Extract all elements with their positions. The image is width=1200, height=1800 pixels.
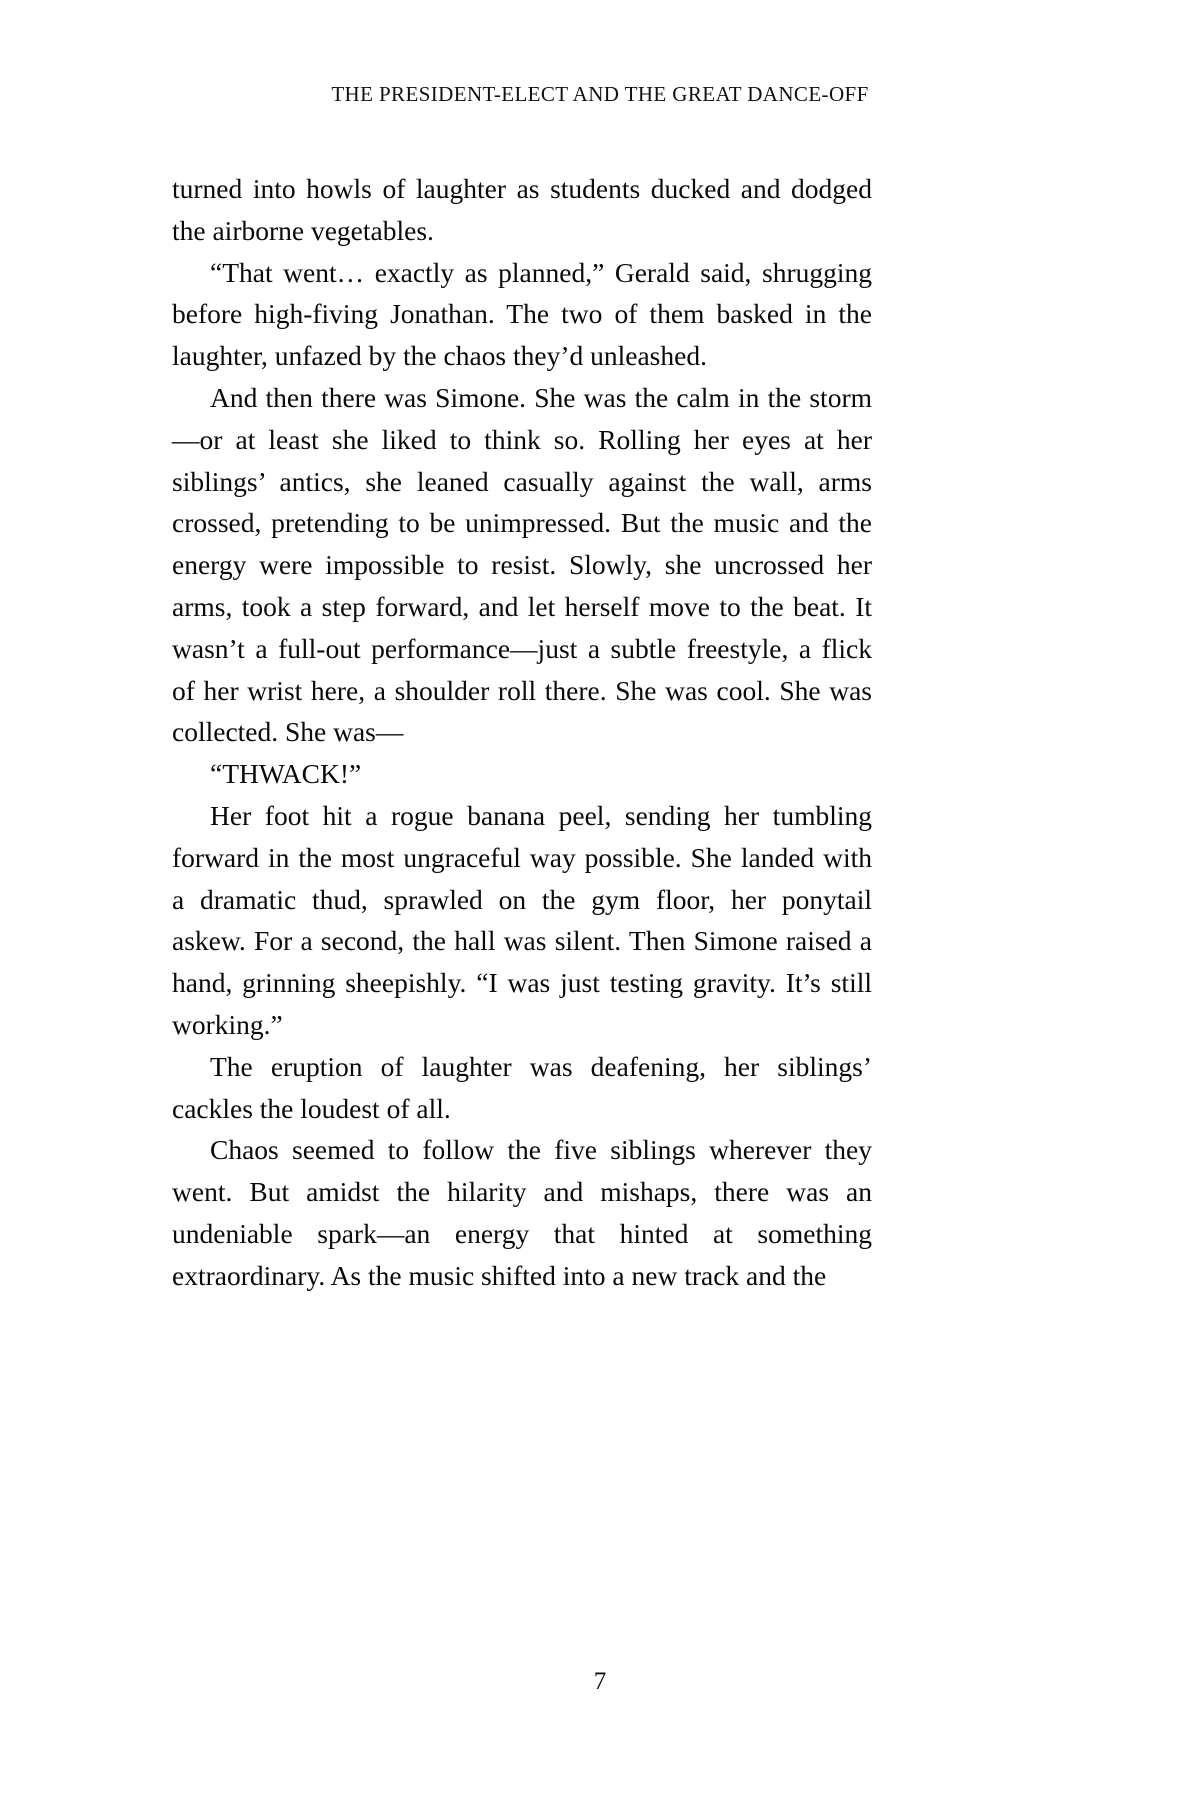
page-number: 7 bbox=[593, 1668, 607, 1695]
paragraph: Her foot hit a rogue banana peel, sending her tumbling forward in the most ungraceful way possible. She landed with a dramatic thud, sprawled on the gym floor, her ponytail askew. For a second, the hall was silent. Then Simone raised a hand, grinning sheepishly. “I was just testing gravity. It’s still working.” bbox=[172, 799, 872, 1040]
body-text-block bbox=[172, 168, 872, 1297]
paragraph: Chaos seemed to follow the five siblings wherever they went. But amidst the hilarity and mishaps, there was an undeniable spark—an energy that hinted at something extraordinary. As the music shifted into a new track and the bbox=[172, 1134, 872, 1291]
paragraph: “THWACK!” bbox=[210, 758, 362, 790]
running-head: THE PRESIDENT-ELECT AND THE GREAT DANCE-OFF bbox=[331, 82, 869, 106]
paragraph: The eruption of laughter was deafening, her siblings’ cackles the loudest of all. bbox=[172, 1050, 872, 1124]
paragraph: “That went… exactly as planned,” Gerald said, shrugging before high-fiving Jonathan. The two of them basked in the laughter, unfazed by the chaos they’d unleashed. bbox=[172, 256, 872, 372]
paragraph: turned into howls of laughter as students ducked and dodged the airborne vegetables. bbox=[172, 173, 872, 246]
paragraph: And then there was Simone. She was the calm in the storm—or at least she liked to think so. Rolling her eyes at her siblings’ antics, she leaned casually against the wall, arms crossed, pretending to be unimpressed. But the music and the energy were impossible to resist. Slowly, she uncrossed her arms, took a step forward, and let herself move to the beat. It wasn’t a full-out performance—just a subtle freestyle, a flick of her wrist here, a shoulder roll there. She was cool. She was collected. She was— bbox=[172, 381, 872, 748]
